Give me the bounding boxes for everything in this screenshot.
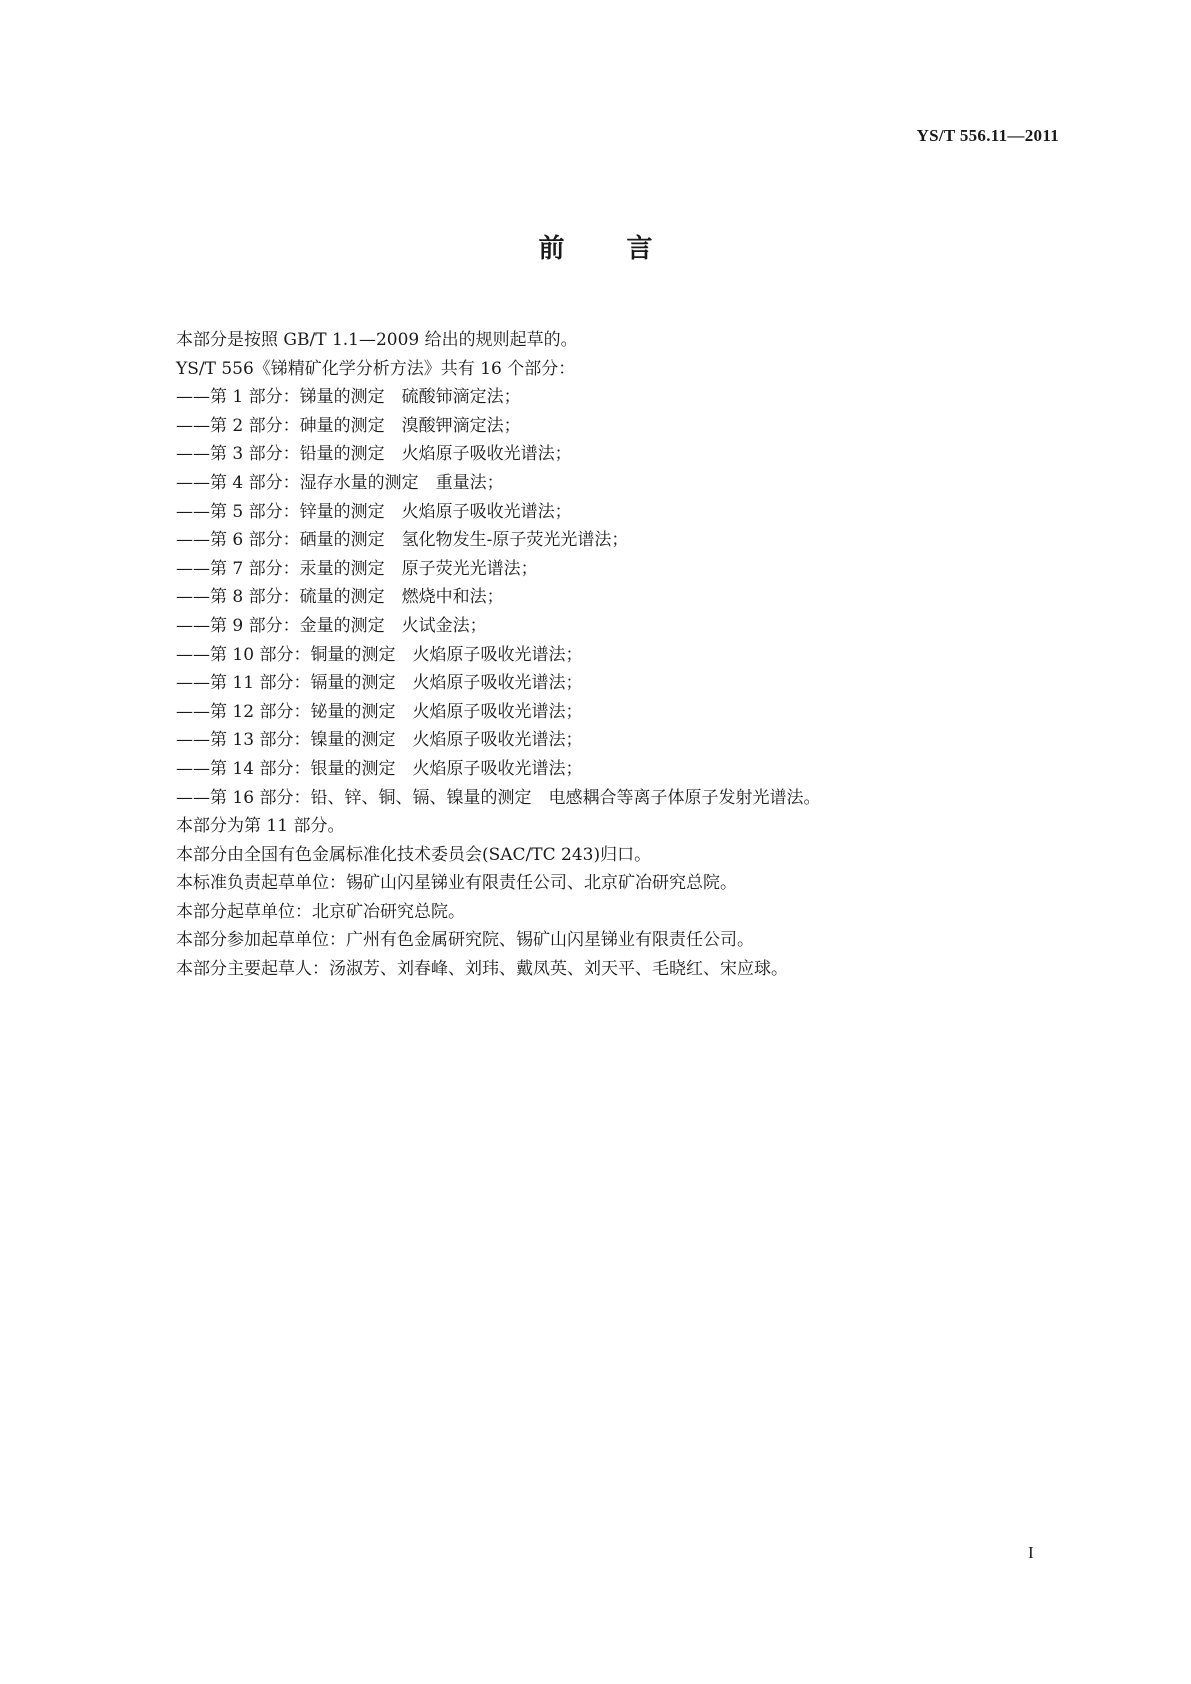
- paragraph-this-part: 本部分为第 11 部分。: [176, 816, 345, 837]
- paragraph-drafting-rules: 本部分是按照 GB/T 1.1—2009 给出的规则起草的。: [176, 330, 578, 350]
- paragraph-drafters: 本部分主要起草人：汤淑芳、刘春峰、刘玮、戴凤英、刘天平、毛晓红、宋应球。: [176, 959, 788, 980]
- list-item-part-9: ——第 9 部分：金量的测定 火试金法；: [176, 615, 487, 636]
- paragraph-participating-units: 本部分参加起草单位：广州有色金属研究院、锡矿山闪星锑业有限责任公司。: [176, 930, 754, 951]
- list-item-part-10: ——第 10 部分：铜量的测定 火焰原子吸收光谱法；: [176, 644, 583, 665]
- list-item-part-8: ——第 8 部分：硫量的测定 燃烧中和法；: [176, 587, 504, 608]
- list-item-part-7: ——第 7 部分：汞量的测定 原子荧光光谱法；: [176, 558, 538, 579]
- list-item-part-13: ——第 13 部分：镍量的测定 火焰原子吸收光谱法；: [176, 730, 583, 751]
- list-item-part-11: ——第 11 部分：镉量的测定 火焰原子吸收光谱法；: [176, 673, 583, 694]
- paragraph-committee: 本部分由全国有色金属标准化技术委员会(SAC/TC 243)归口。: [176, 844, 652, 865]
- list-item-part-14: ——第 14 部分：银量的测定 火焰原子吸收光谱法；: [176, 758, 583, 779]
- list-item-part-2: ——第 2 部分：砷量的测定 溴酸钾滴定法；: [176, 415, 521, 436]
- title-char-1: 前: [538, 234, 565, 264]
- standard-code-header: YS/T 556.11—2011: [916, 126, 1059, 145]
- list-item-part-1: ——第 1 部分：锑量的测定 硫酸铈滴定法；: [176, 387, 521, 408]
- foreword-body: [176, 326, 1056, 984]
- paragraph-drafting-unit: 本部分起草单位：北京矿冶研究总院。: [176, 901, 465, 922]
- title-char-2: 言: [626, 234, 653, 264]
- page-title: [0, 228, 1191, 265]
- paragraph-responsible-units: 本标准负责起草单位：锡矿山闪星锑业有限责任公司、北京矿冶研究总院。: [176, 873, 737, 894]
- list-item-part-5: ——第 5 部分：锌量的测定 火焰原子吸收光谱法；: [176, 501, 572, 522]
- paragraph-parts-count: YS/T 556《锑精矿化学分析方法》共有 16 个部分：: [176, 358, 576, 379]
- list-item-part-6: ——第 6 部分：硒量的测定 氢化物发生-原子荧光光谱法；: [176, 530, 629, 551]
- list-item-part-4: ——第 4 部分：湿存水量的测定 重量法；: [176, 472, 504, 493]
- list-item-part-16: ——第 16 部分：铅、锌、铜、镉、镍量的测定 电感耦合等离子体原子发射光谱法。: [176, 787, 821, 808]
- list-item-part-12: ——第 12 部分：铋量的测定 火焰原子吸收光谱法；: [176, 701, 583, 722]
- list-item-part-3: ——第 3 部分：铅量的测定 火焰原子吸收光谱法；: [176, 444, 572, 465]
- page-number: I: [1028, 1543, 1034, 1562]
